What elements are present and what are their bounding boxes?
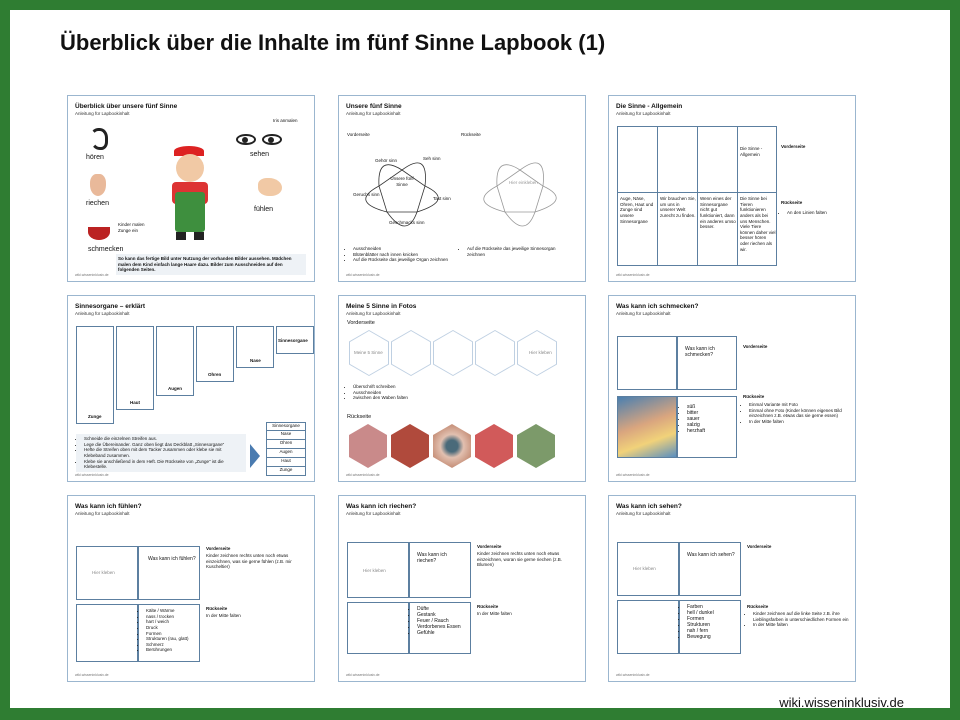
hex-cell bbox=[391, 330, 431, 376]
slide-subtitle: Anleitung für Lapbookinhalt bbox=[346, 511, 401, 516]
list-item: • Feuer / Rauch bbox=[417, 618, 461, 624]
label-hoeren: hören bbox=[86, 154, 104, 161]
fold-cell bbox=[347, 602, 409, 654]
grid-divider bbox=[657, 126, 658, 266]
back-label: Rückseite bbox=[477, 604, 499, 609]
fold-cell bbox=[138, 546, 200, 600]
list-item: • Schneide die einzelnen Streifen aus. bbox=[84, 436, 244, 442]
list-item: • Berührungen bbox=[146, 647, 189, 653]
front-text: Kinder zeichnen rechts unten noch etwas einzeichnen, was sie gerne fühlen (z.B. mir Kuscheltier) bbox=[206, 553, 292, 570]
slide-touch bbox=[67, 495, 315, 682]
slide-subtitle: Anleitung für Lapbookinhalt bbox=[346, 311, 401, 316]
front-label: Vorderseite bbox=[747, 544, 772, 549]
label-zunge: Kinder malen Zunge ein bbox=[118, 222, 145, 233]
front-label: Vorderseite bbox=[347, 320, 375, 326]
grid-divider bbox=[617, 192, 777, 193]
strip-label: Nase bbox=[250, 358, 261, 363]
label-schmecken: schmecken bbox=[88, 246, 124, 253]
list-item: • Blütenblätter nach innen knicken bbox=[353, 252, 457, 258]
strip-label: Zunge bbox=[88, 414, 102, 419]
nose-icon bbox=[90, 174, 106, 196]
list-item: • In der Mitte falten bbox=[749, 419, 849, 425]
placeholder-text: Hier kleben bbox=[92, 570, 115, 575]
back-label: Rückseite bbox=[347, 414, 372, 420]
slide-subtitle: Anleitung für Lapbookinhalt bbox=[616, 511, 671, 516]
slide-subtitle: Anleitung für Lapbookinhalt bbox=[75, 111, 130, 116]
slide-source: wiki.wisseninklusiv.de bbox=[616, 273, 650, 277]
list-item: • Strukturen (rau, glatt) bbox=[146, 636, 189, 642]
list-item: • Bewegung bbox=[687, 634, 714, 640]
list-item: • Lege die Übereinander. Ganz oben liegt das Deckblatt „Sinnesorgane“ bbox=[84, 442, 244, 448]
slide-sense-organs-explained bbox=[67, 295, 315, 482]
slide-source: wiki.wisseninklusiv.de bbox=[346, 273, 380, 277]
placeholder-text: Hier kleben bbox=[633, 566, 656, 571]
photo-mouth bbox=[349, 424, 387, 468]
page-title: Überblick über die Inhalte im fünf Sinne Lapbook (1) bbox=[60, 30, 606, 55]
slide-senses-general bbox=[608, 95, 856, 282]
stack-item: Augen bbox=[266, 449, 306, 458]
petal-geruch: Geruchs sinn bbox=[353, 192, 380, 197]
front-label: Vorderseite bbox=[477, 544, 502, 549]
label-sehen: sehen bbox=[250, 151, 270, 158]
back-text: In der Mitte falten bbox=[477, 611, 512, 616]
grid-cell-text: Die Sinne bei Tieren funktionieren anders als bei uns Menschen. Viele Tiere können daher viel besser hören oder riechen als wir. bbox=[740, 196, 776, 252]
strip-label: Ohren bbox=[208, 372, 222, 377]
instructions-right bbox=[467, 246, 571, 257]
photo-flower bbox=[517, 424, 555, 468]
list-item: • Hefte die Streifen oben mit dem Tacker zusammen oder klebe sie mit Klebeband zusammen. bbox=[84, 447, 244, 458]
photo-child-tasting bbox=[617, 396, 677, 458]
strip-haut bbox=[116, 326, 154, 410]
list-item: • Gefühle bbox=[417, 630, 461, 636]
list-item: • In der Mitte falten bbox=[753, 622, 849, 628]
strip-label: Sinnesorgane bbox=[278, 338, 308, 343]
petal-geschmack: Geschmacks sinn bbox=[389, 220, 425, 225]
back-instructions bbox=[753, 611, 849, 628]
slide-title: Was kann ich fühlen? bbox=[75, 503, 142, 510]
list-item: • herzhaft bbox=[687, 428, 705, 434]
back-label: Rückseite bbox=[206, 606, 228, 611]
grid-divider bbox=[737, 126, 738, 266]
question: Was kann ich riechen? bbox=[417, 552, 447, 564]
slide-title: Überblick über unsere fünf Sinne bbox=[75, 103, 178, 110]
list-item: • Strukturen bbox=[687, 622, 714, 628]
slide-subtitle: Anleitung für Lapbookinhalt bbox=[616, 311, 671, 316]
slide-senses-photos bbox=[338, 295, 586, 482]
question: Was kann ich sehen? bbox=[687, 552, 735, 558]
touch-list bbox=[146, 608, 189, 653]
grid-cell-text: Auge, Näse, Ohren, Haut und Zunge sind unsere Sinnesorgane bbox=[620, 196, 654, 224]
back-label: Rückseite bbox=[781, 200, 803, 205]
mouth-icon bbox=[88, 224, 110, 240]
photo-ear bbox=[475, 424, 513, 468]
instructions bbox=[84, 436, 244, 470]
slide-source: wiki.wisseninklusiv.de bbox=[75, 273, 109, 277]
instructions bbox=[353, 384, 408, 401]
slide-smell bbox=[338, 495, 586, 682]
slide-source: wiki.wisseninklusiv.de bbox=[75, 673, 109, 677]
petal-tast: Tast sinn bbox=[433, 196, 451, 201]
back-label: Rückseite bbox=[743, 394, 765, 399]
list-item: • Verdorbenes Essen bbox=[417, 624, 461, 630]
grid-cell-text: Wir brauchen Sie, um uns in unserer Welt zurecht zu finden. bbox=[660, 196, 696, 218]
grid-divider bbox=[697, 126, 698, 266]
list-item: • salzig bbox=[687, 422, 705, 428]
slide-title: Meine 5 Sinne in Fotos bbox=[346, 303, 417, 310]
list-item: • süß bbox=[687, 404, 705, 410]
slide-sight bbox=[608, 495, 856, 682]
flower-back bbox=[465, 140, 575, 240]
stack-item: Nase bbox=[266, 431, 306, 440]
flower-center: Unsere fünf Sinne bbox=[390, 176, 414, 187]
slide-five-senses-flower bbox=[338, 95, 586, 282]
strip-label: Augen bbox=[168, 386, 182, 391]
back-label: Rückseite bbox=[747, 604, 769, 609]
grid-label: Die Sinne - Allgemein bbox=[740, 146, 763, 157]
slide-title: Was kann ich sehen? bbox=[616, 503, 682, 510]
list-item: • An den Linien falten bbox=[787, 210, 827, 216]
slide-subtitle: Anleitung für Lapbookinhalt bbox=[616, 111, 671, 116]
photo-eye bbox=[433, 424, 471, 468]
list-item: • nass / trocken bbox=[146, 614, 189, 620]
stack-item: Sinnesorgane bbox=[266, 422, 306, 431]
fold-cell bbox=[76, 604, 138, 662]
list-item: • Formen bbox=[687, 616, 714, 622]
stack-item: Ohren bbox=[266, 440, 306, 449]
slide-source: wiki.wisseninklusiv.de bbox=[346, 673, 380, 677]
list-item: • Auf die Rückseite das jeweilige Organ zeichnen bbox=[353, 257, 457, 263]
front-text: Kinder zeichnen rechts unten noch etwas einzeichnen, woran sie gerne riechen (z.B. Blumen) bbox=[477, 551, 563, 568]
slide-title: Was kann ich riechen? bbox=[346, 503, 417, 510]
list-item: • Düfte bbox=[417, 606, 461, 612]
hex-left-label: Meine 5 Sinne bbox=[354, 350, 383, 355]
list-item: • hart / weich bbox=[146, 619, 189, 625]
fold-cell bbox=[617, 336, 677, 390]
front-label: Vorderseite bbox=[206, 546, 231, 551]
label-fuehlen: fühlen bbox=[254, 206, 274, 213]
grid-cell-text: Wenn eines der Sinnesorgane nicht gut funktioniert, dann ein anderes umso besser. bbox=[700, 196, 736, 230]
list-item: • Ausschneiden bbox=[353, 390, 408, 396]
fold-cell bbox=[617, 600, 679, 654]
list-item: • Einmal ohne Foto (Kinder können eigenes Bild einzeichnen z.B. etwas das sie gerne essen) bbox=[749, 408, 849, 419]
slide-taste bbox=[608, 295, 856, 482]
hex-cell bbox=[475, 330, 515, 376]
list-item: • Gestank bbox=[417, 612, 461, 618]
slide-source: wiki.wisseninklusiv.de bbox=[75, 473, 109, 477]
slide-source: wiki.wisseninklusiv.de bbox=[346, 473, 380, 477]
stack-item: Haut bbox=[266, 458, 306, 467]
stacked-strips bbox=[266, 422, 306, 476]
instructions-left bbox=[353, 246, 457, 263]
front-label: Vorderseite bbox=[781, 144, 806, 149]
ear-icon bbox=[90, 128, 108, 150]
list-item: • Ausschneiden bbox=[353, 246, 457, 252]
front-label: Vorderseite bbox=[743, 344, 768, 349]
sight-list bbox=[687, 604, 714, 640]
list-item: • nah / fern bbox=[687, 628, 714, 634]
photo-finger bbox=[391, 424, 429, 468]
list-item: • Auf die Rückseite das jeweilige Sinnesorgan zeichnen bbox=[467, 246, 571, 257]
taste-list bbox=[687, 404, 705, 434]
list-item: • Farben bbox=[687, 604, 714, 610]
front-label: Vorderseite bbox=[347, 132, 370, 137]
hex-cell bbox=[433, 330, 473, 376]
list-item: • Überschrift schreiben bbox=[353, 384, 408, 390]
slide-subtitle: Anleitung für Lapbookinhalt bbox=[75, 311, 130, 316]
label-iris: Iris anmalen bbox=[273, 118, 298, 123]
list-item: • Druck bbox=[146, 625, 189, 631]
back-instructions bbox=[749, 402, 849, 425]
petal-seh: Seh sinn bbox=[423, 156, 441, 161]
list-item: • Schmerz bbox=[146, 642, 189, 648]
slide-source: wiki.wisseninklusiv.de bbox=[616, 673, 650, 677]
list-item: • Einmal Variante mit Foto bbox=[749, 402, 849, 408]
list-item: • zwischen den Waben falten bbox=[353, 395, 408, 401]
slide-title: Was kann ich schmecken? bbox=[616, 303, 699, 310]
slide-subtitle: Anleitung für Lapbookinhalt bbox=[75, 511, 130, 516]
strip-label: Haut bbox=[130, 400, 140, 405]
slide-title: Unsere fünf Sinne bbox=[346, 103, 402, 110]
list-item: • Kälte / Wärme bbox=[146, 608, 189, 614]
fold-cell bbox=[679, 542, 741, 596]
list-item: • bitter bbox=[687, 410, 705, 416]
hex-right-label: Hier kleben bbox=[529, 350, 552, 355]
flower-back-center: Hier einkleben bbox=[509, 180, 538, 185]
slide-overview-senses bbox=[67, 95, 315, 282]
question: Was kann ich schmecken? bbox=[685, 346, 715, 358]
hand-icon bbox=[258, 178, 282, 196]
slide-note: So kann das fertige Bild unter Nutzung der vorhanden Bilder aussehen. Mädchen malen dem Kind einfach lange Haare dazu. Bilder zum Ausschneiden auf den folgenden Seiten. bbox=[116, 254, 306, 275]
source-credit: wiki.wisseninklusiv.de bbox=[779, 695, 904, 710]
fold-cell bbox=[677, 336, 737, 390]
arrow-right-icon bbox=[250, 444, 260, 468]
petal-gehoer: Gehör sinn bbox=[375, 158, 398, 163]
label-riechen: riechen bbox=[86, 200, 109, 207]
list-item: • hell / dunkel bbox=[687, 610, 714, 616]
list-item: • Formen bbox=[146, 631, 189, 637]
question: Was kann ich fühlen? bbox=[148, 556, 196, 562]
back-instructions bbox=[787, 210, 827, 216]
list-item: • sauer bbox=[687, 416, 705, 422]
placeholder-text: Hier kleben bbox=[363, 568, 386, 573]
stack-item: Zunge bbox=[266, 467, 306, 476]
slide-subtitle: Anleitung für Lapbookinhalt bbox=[346, 111, 401, 116]
list-item: • Kinder zeichnen auf die linke Seite z.B. ihre Lieblingsfarben in unterschiedlichen Formen ein bbox=[753, 611, 849, 622]
back-text: In der Mitte falten bbox=[206, 613, 241, 618]
fold-cell bbox=[409, 542, 471, 598]
slide-title: Sinnesorgane – erklärt bbox=[75, 303, 146, 310]
smell-list bbox=[417, 606, 461, 636]
slide-title: Die Sinne - Allgemein bbox=[616, 103, 683, 110]
back-label: Rückseite bbox=[461, 132, 481, 137]
strip-zunge bbox=[76, 326, 114, 424]
list-item: • Klebe sie anschließend in dem Heft. Die Rückseite von „Zunge“ ist die Klebestelle. bbox=[84, 459, 244, 470]
slide-source: wiki.wisseninklusiv.de bbox=[616, 473, 650, 477]
